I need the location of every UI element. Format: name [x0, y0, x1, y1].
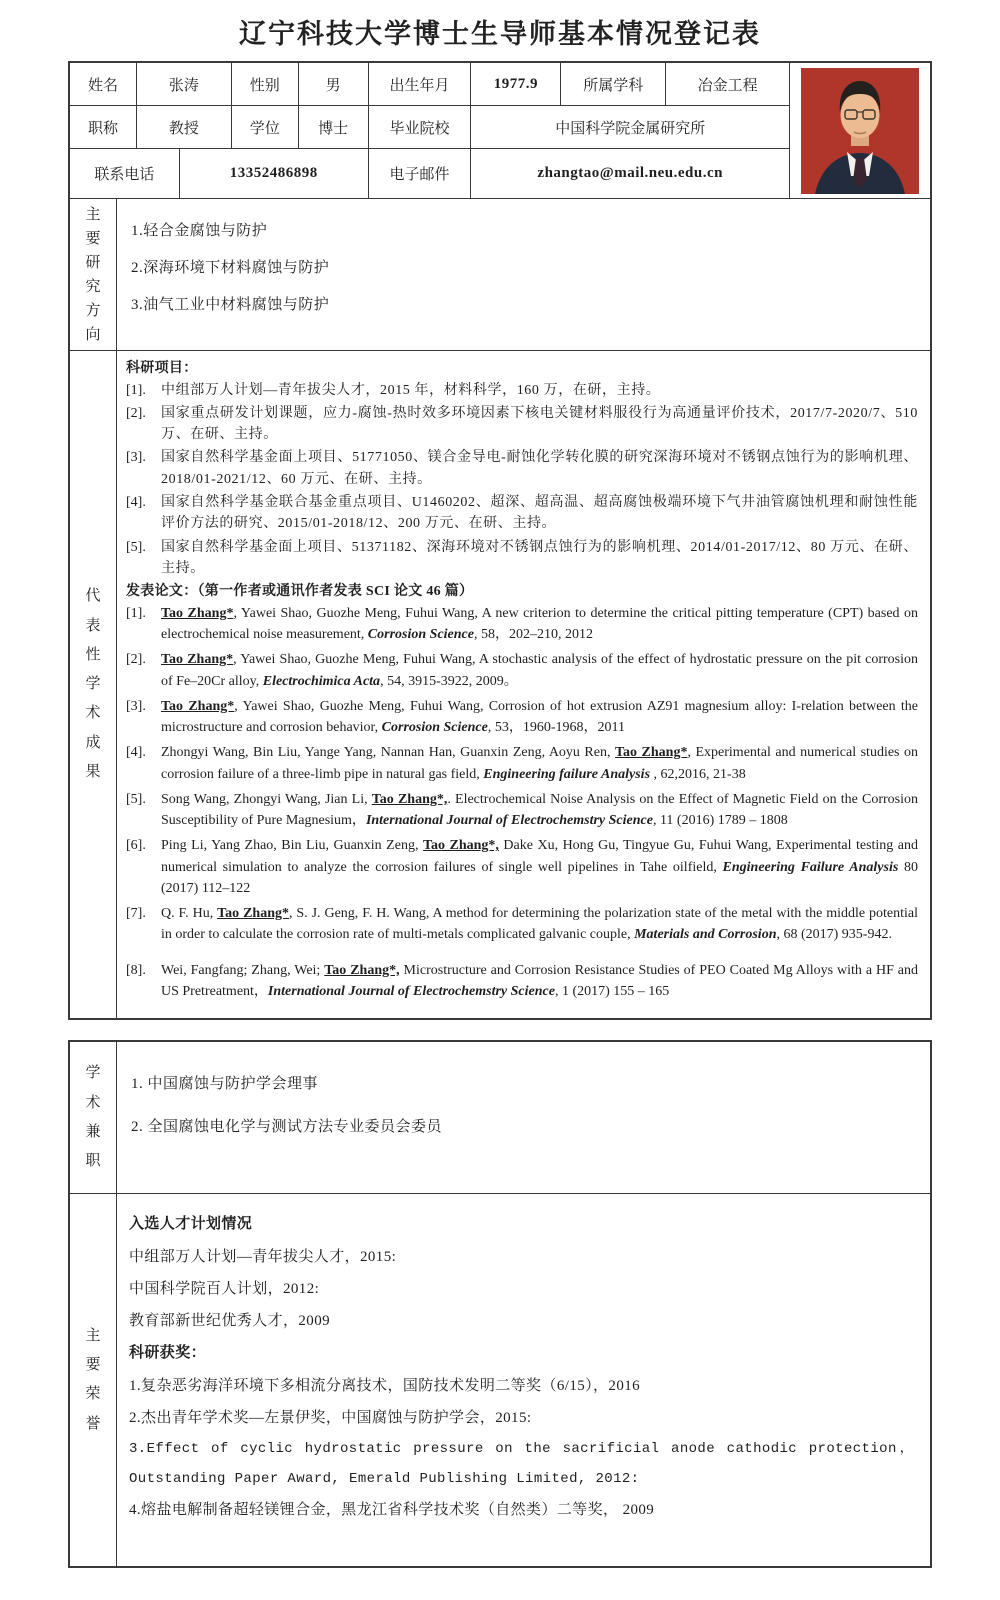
paper-text: Tao Zhang*, Yawei Shao, Guozhe Meng, Fuhui Wang, A stochastic analysis of the effect of hydrostatic pressure on the pit corrosion of Fe–20Cr alloy, Electrochimica Acta, 54, 3915-3922, 2009。	[161, 652, 918, 689]
award-item: 1.复杂恶劣海洋环境下多相流分离技术，国防技术发明二等奖（6/15），2016	[129, 1377, 641, 1394]
basic-row-2	[70, 106, 789, 149]
research-direction-item: 2.深海环境下材料腐蚀与防护	[131, 260, 330, 276]
email-value: zhangtao@mail.neu.edu.cn	[537, 165, 723, 181]
paper-text: Tao Zhang*, Yawei Shao, Guozhe Meng, Fuhui Wang, Corrosion of hot extrusion AZ91 magnesium alloy: I-relation between the microstructure and corrosion behavior, Corrosion Science, 53，1960-1968，2011	[161, 698, 918, 736]
paper-item	[126, 603, 918, 646]
paper-text: Ping Li, Yang Zhao, Bin Liu, Guanxin Zeng, Tao Zhang*, Dake Xu, Hong Gu, Tingyue Gu, Fuhui Wang, Experimental testing and numerical simulation to analyze the corrosion failures of single well pipelines in Tahe oilfield, Engineering Failure Analysis 80 (2017) 112–122	[161, 838, 919, 896]
research-directions-list	[131, 219, 916, 314]
project-item	[126, 537, 918, 580]
item-marker: [5].	[126, 791, 146, 807]
paper-text: Song Wang, Zhongyi Wang, Jian Li, Tao Zhang*,. Electrochemical Noise Analysis on the Effect of Magnetic Field on the Corrosion Susceptibility of Pure Magnesium，International Journal of Electrochemstry Science, 11 (2016) 1789 – 1808	[161, 791, 919, 829]
phone-label: 联系电话	[70, 149, 180, 198]
award-item: 3.Effect of cyclic hydrostatic pressure on the sacrificial anode cathodic protection，Outstanding Paper Award, Emerald Publishing Limited, 2012:	[129, 1441, 914, 1488]
projects-list	[126, 380, 918, 579]
school-value: 中国科学院金属研究所	[555, 120, 706, 137]
achievements-row-label	[70, 351, 117, 1018]
academic-positions-section	[70, 1042, 930, 1194]
basic-row-3	[70, 149, 789, 198]
academic-positions-content	[117, 1042, 930, 1193]
table-gap	[68, 1020, 932, 1040]
basic-info-cells	[70, 63, 790, 198]
item-marker: [4].	[126, 745, 146, 761]
talent-program-item: 教育部新世纪优秀人才，2009	[129, 1313, 331, 1330]
paper-item	[126, 742, 918, 785]
discipline-value: 冶金工程	[697, 77, 758, 94]
item-marker: [1].	[126, 605, 146, 621]
papers-header: 发表论文：（第一作者或通讯作者发表 SCI 论文 46 篇）	[126, 584, 474, 600]
research-direction-item: 1.轻合金腐蚀与防护	[131, 223, 268, 239]
paper-item	[126, 903, 918, 946]
basic-row-1	[70, 63, 789, 106]
achievements-label-text: 代表性学术成果	[85, 588, 101, 780]
item-marker: [7].	[126, 906, 146, 922]
school-label: 毕业院校	[369, 106, 472, 148]
secondary-form-table	[68, 1040, 932, 1568]
photo-cell	[790, 63, 930, 198]
award-item: 4.熔盐电解制备超轻镁锂合金，黑龙江省科学技术奖（自然类）二等奖， 2009	[129, 1502, 655, 1519]
paper-text: Wei, Fangfang; Zhang, Wei; Tao Zhang*, Microstructure and Corrosion Resistance Studies of PEO Coated Mg Alloys with a HF and US Pretreatment，International Journal of Electrochemstry Science, 1 (2017) 155 – 165	[161, 962, 919, 1000]
talent-program-item: 中国科学院百人计划，2012:	[129, 1280, 320, 1297]
paper-item	[126, 789, 918, 832]
honors-section	[70, 1194, 930, 1566]
project-text: 国家重点研发计划课题，应力-腐蚀-热时效多环境因素下核电关键材料服役行为高通量评价技术，2017/7-2020/7、510 万、在研、主持。	[161, 405, 918, 443]
paper-item	[126, 960, 918, 1003]
project-item	[126, 447, 918, 490]
honors-row-label	[70, 1194, 117, 1566]
academic-positions-row-label	[70, 1042, 117, 1193]
paper-text: Tao Zhang*, Yawei Shao, Guozhe Meng, Fuhui Wang, A new criterion to determine the critical pitting temperature (CPT) based on electrochemical noise measurement, Corrosion Science, 58，202–210, 2012	[161, 605, 919, 643]
item-marker: [4].	[126, 495, 146, 511]
achievements-content	[117, 351, 930, 1018]
project-item	[126, 492, 918, 535]
academic-position-item: 1. 中国腐蚀与防护学会理事	[131, 1076, 319, 1093]
item-marker: [3].	[126, 450, 146, 466]
talent-programs-list	[129, 1241, 914, 1338]
item-marker: [1].	[126, 382, 146, 398]
achievements-section	[70, 351, 930, 1018]
item-marker: [6].	[126, 838, 146, 854]
honors-content	[117, 1194, 930, 1566]
birth-label: 出生年月	[369, 63, 472, 105]
academic-position-item: 2. 全国腐蚀电化学与测试方法专业委员会委员	[131, 1119, 443, 1136]
paper-text: Zhongyi Wang, Bin Liu, Yange Yang, Nannan Han, Guanxin Zeng, Aoyu Ren, Tao Zhang*, Experimental and numerical studies on corrosion failure of a three-limb pipe in natural gas field, Engineering failure Analysis , 62,2016, 21-38	[161, 745, 919, 782]
item-marker: [3].	[126, 698, 146, 714]
item-marker: [5].	[126, 539, 146, 555]
research-directions-content	[117, 199, 930, 350]
project-text: 国家自然科学基金联合基金重点项目、U1460202、超深、超高温、超高腐蚀极端环境下气井油管腐蚀机理和耐蚀性能评价方法的研究、2015/01-2018/12、200 万元、在研、主持。	[161, 495, 918, 532]
discipline-label: 所属学科	[561, 63, 666, 105]
awards-header: 科研获奖：	[129, 1345, 207, 1362]
paper-item	[126, 696, 918, 739]
projects-header: 科研项目：	[126, 361, 198, 376]
research-directions-section	[70, 199, 930, 351]
academic-positions-list	[131, 1072, 916, 1136]
paper-item	[126, 649, 918, 692]
phone-value: 13352486898	[180, 149, 369, 198]
item-marker: [2].	[126, 652, 146, 668]
rank-value: 教授	[137, 106, 232, 148]
project-text: 国家自然科学基金面上项目、51371182、深海环境对不锈钢点蚀行为的影响机理、2014/01-2017/12、80 万元、在研、主持。	[161, 539, 918, 576]
talent-program-item: 中组部万人计划—青年拔尖人才，2015:	[129, 1248, 397, 1265]
paper-text: Q. F. Hu, Tao Zhang*, S. J. Geng, F. H. Wang, A method for determining the polarization state of the metal with the middle potential in order to calculate the corrosion rate of multi-metals complicated galvanic couple, Materials and Corrosion, 68 (2017) 935-942.	[161, 906, 918, 943]
birth-value: 1977.9	[471, 63, 561, 105]
honors-label-text: 主要荣誉	[85, 1327, 101, 1432]
basic-info-grid	[70, 63, 930, 199]
project-item	[126, 380, 918, 401]
academic-positions-label-text: 学术兼职	[85, 1065, 101, 1170]
awards-list	[129, 1370, 914, 1527]
item-marker: [8].	[126, 962, 146, 978]
degree-label: 学位	[232, 106, 299, 148]
gender-value: 男	[299, 63, 369, 105]
project-text: 中组部万人计划—青年拔尖人才，2015 年，材料科学，160 万，在研，主持。	[161, 382, 661, 398]
papers-list	[126, 603, 918, 1003]
project-item	[126, 403, 918, 446]
paper-item	[126, 835, 918, 899]
research-directions-row-label	[70, 199, 117, 350]
research-direction-item: 3.油气工业中材料腐蚀与防护	[131, 297, 330, 313]
email-label: 电子邮件	[369, 149, 472, 198]
award-item: 2.杰出青年学术奖—左景伊奖，中国腐蚀与防护学会，2015:	[129, 1409, 532, 1426]
project-text: 国家自然科学基金面上项目、51771050、镁合金导电-耐蚀化学转化膜的研究深海环境对不锈钢点蚀行为的影响机理、2018/01-2021/12、60 万元、在研、主持。	[161, 450, 918, 487]
name-label: 姓名	[70, 63, 137, 105]
item-marker: [2].	[126, 405, 146, 421]
page-title: 辽宁科技大学博士生导师基本情况登记表	[239, 19, 761, 49]
rank-label: 职称	[70, 106, 137, 148]
portrait-photo	[801, 68, 919, 194]
research-directions-label-text: 主要研究方向	[85, 206, 101, 343]
gender-label: 性别	[232, 63, 299, 105]
talent-programs-header: 入选人才计划情况	[129, 1216, 253, 1233]
degree-value: 博士	[299, 106, 369, 148]
name-value: 张涛	[137, 63, 232, 105]
main-form-table	[68, 61, 932, 1020]
